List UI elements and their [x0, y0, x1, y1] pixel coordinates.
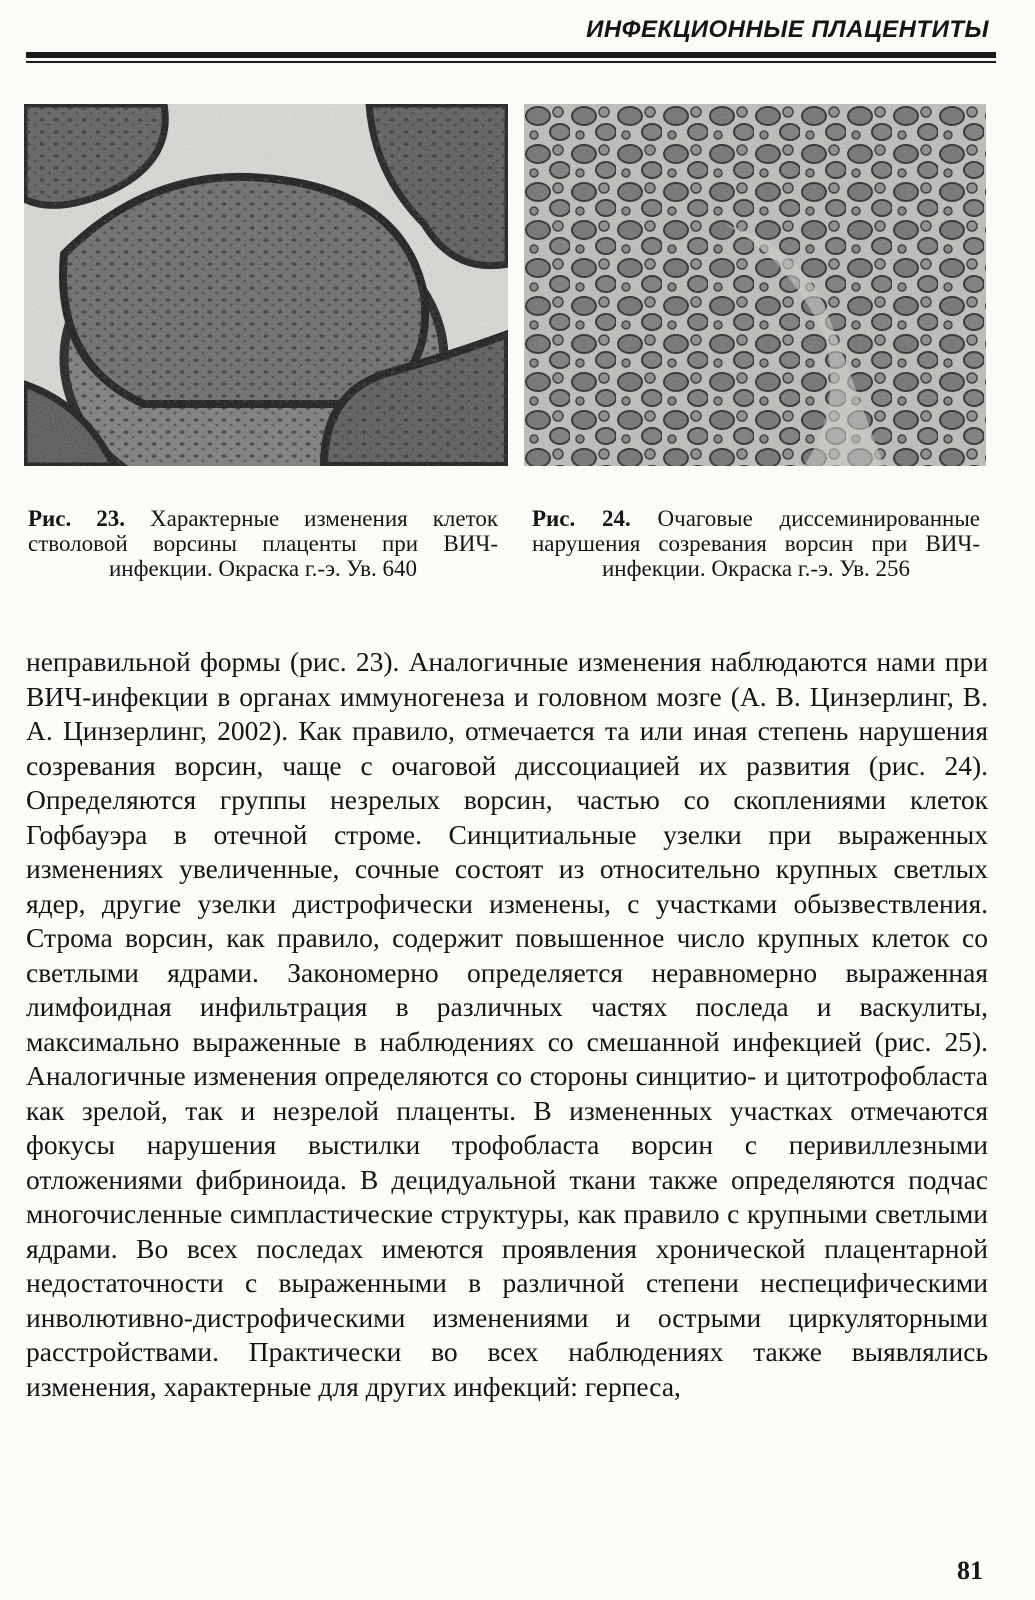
figure-23-micrograph	[24, 104, 508, 466]
figure-23-caption-text: Характерные изменения клеток стволовой ворсины плаценты при ВИЧ-инфекции. Окраска г.-э. Ув. 640	[28, 506, 498, 581]
figure-23-label: Рис. 23.	[28, 506, 126, 531]
figure-24-caption-text: Очаговые диссеминированные нарушения созревания ворсин при ВИЧ-инфекции. Окраска г.-э. Ув. 256	[532, 506, 980, 581]
header-rule-thick	[26, 52, 996, 58]
page-number: 81	[957, 1556, 983, 1585]
figure-24-micrograph	[524, 104, 986, 466]
running-title: ИНФЕКЦИОННЫЕ ПЛАЦЕНТИТЫ	[586, 16, 989, 43]
figure-23-micrograph-drawing	[24, 104, 508, 466]
body-paragraph: неправильной формы (рис. 23). Аналогичные изменения наблюдаются нами при ВИЧ-инфекции в органах иммуногенеза и головном мозге (А. В. Цинзерлинг, В. А. Цинзерлинг, 2002). Как правило, отмечается та или иная степень нарушения созревания ворсин, чаще с очаговой диссоциацией их развития (рис. 24). Определяются группы незрелых ворсин, частью со скоплениями клеток Гофбауэра в отечной строме. Синцитиальные узелки при выраженных изменениях увеличенные, сочные состоят из относительно крупных светлых ядер, другие узелки дистрофически изменены, с участками обызвествления. Строма ворсин, как правило, содержит повышенное число крупных клеток со светлыми ядрами. Закономерно определяется неравномерно выраженная лимфоидная инфильтрация в различных частях последа и васкулиты, максимально выраженные в наблюдениях со смешанной инфекцией (рис. 25). Аналогичные изменения определяются со стороны синцитио- и цитотрофобласта как зрелой, так и незрелой плаценты. В измененных участках отмечаются фокусы нарушения выстилки трофобласта ворсин с перивиллезными отложениями фибриноида. В децидуальной ткани также определяются подчас многочисленные симпластические структуры, как правило с крупными светлыми ядрами. Во всех последах имеются проявления хронической плацентарной недостаточности с выраженными в различной степени неспецифическими инволютивно-дистрофическими изменениями и острыми циркуляторными расстройствами. Практически во всех наблюдениях также выявлялись изменения, характерные для других инфекций: герпеса,	[26, 646, 988, 1402]
header-rule-thin	[26, 61, 996, 63]
figure-24-label: Рис. 24.	[532, 506, 631, 531]
figure-23-caption	[28, 506, 498, 581]
figure-24-micrograph-drawing	[524, 104, 986, 466]
figure-24-caption	[532, 506, 980, 581]
